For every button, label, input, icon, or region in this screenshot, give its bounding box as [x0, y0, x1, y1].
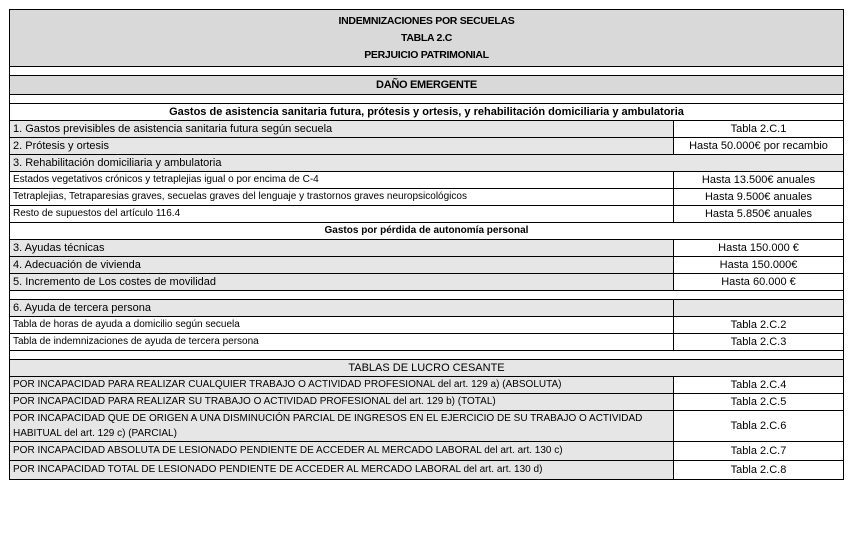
- row-label: 2. Prótesis y ortesis: [10, 138, 674, 155]
- section-sanitaria-title: Gastos de asistencia sanitaria futura, prótesis y ortesis, y rehabilitación domiciliaria y ambulatoria: [10, 104, 844, 121]
- dano-emergente-heading: DAÑO EMERGENTE: [10, 76, 844, 95]
- row-value: Hasta 9.500€ anuales: [674, 189, 844, 206]
- row-value: Hasta 150.000 €: [674, 240, 844, 257]
- row-label: 4. Adecuación de vivienda: [10, 257, 674, 274]
- row-label: 5. Incremento de Los costes de movilidad: [10, 274, 674, 291]
- row-value: Tabla 2.C.4: [674, 377, 844, 394]
- header-table-number: TABLA 2.C: [401, 31, 452, 44]
- row-label: POR INCAPACIDAD PARA REALIZAR SU TRABAJO O ACTIVIDAD PROFESIONAL del art. 129 b) (TOTAL): [10, 394, 674, 411]
- table-row: [10, 206, 844, 223]
- row-label: POR INCAPACIDAD PARA REALIZAR CUALQUIER TRABAJO O ACTIVIDAD PROFESIONAL del art. 129 a) (ABSOLUTA): [10, 377, 674, 394]
- row-label: 6. Ayuda de tercera persona: [10, 300, 674, 317]
- dano-emergente-row: [10, 76, 844, 95]
- table-row: [10, 317, 844, 334]
- row-value: Tabla 2.C.6: [674, 411, 844, 442]
- row-label: POR INCAPACIDAD TOTAL DE LESIONADO PENDIENTE DE ACCEDER AL MERCADO LABORAL del art. art. 130 d): [10, 461, 674, 480]
- row-label: 3. Ayudas técnicas: [10, 240, 674, 257]
- row-label: Tabla de indemnizaciones de ayuda de tercera persona: [10, 334, 674, 351]
- table-row: [10, 121, 844, 138]
- table-header-row: [10, 10, 844, 67]
- row-label: POR INCAPACIDAD ABSOLUTA DE LESIONADO PENDIENTE DE ACCEDER AL MERCADO LABORAL del art. art. 130 c): [10, 442, 674, 461]
- table-row: [10, 138, 844, 155]
- table-row: [10, 411, 844, 442]
- row-value: Tabla 2.C.3: [674, 334, 844, 351]
- row-value: Tabla 2.C.1: [674, 121, 844, 138]
- spacer-row: [10, 95, 844, 104]
- row-value: Tabla 2.C.5: [674, 394, 844, 411]
- row-value: [674, 300, 844, 317]
- row-value: Hasta 60.000 €: [674, 274, 844, 291]
- row-label: Tetraplejias, Tetraparesias graves, secuelas graves del lenguaje y trastornos graves neuropsicológicos: [10, 189, 674, 206]
- table-row: [10, 394, 844, 411]
- spacer-row: [10, 351, 844, 360]
- section-heading-row: [10, 223, 844, 240]
- table-row: [10, 334, 844, 351]
- row-label: 1. Gastos previsibles de asistencia sanitaria futura según secuela: [10, 121, 674, 138]
- section-autonomia-title: Gastos por pérdida de autonomía personal: [10, 223, 844, 240]
- row-label: Estados vegetativos crónicos y tetraplejias igual o por encima de C-4: [10, 172, 674, 189]
- row-value: Tabla 2.C.8: [674, 461, 844, 480]
- section-heading-row: [10, 360, 844, 377]
- header-title: INDEMNIZACIONES POR SECUELAS: [338, 14, 515, 27]
- table-row: [10, 257, 844, 274]
- row-value: Hasta 150.000€: [674, 257, 844, 274]
- lucro-cesante-title: TABLAS DE LUCRO CESANTE: [10, 360, 844, 377]
- row-label: POR INCAPACIDAD QUE DE ORIGEN A UNA DISMINUCIÓN PARCIAL DE INGRESOS EN EL EJERCICIO DE SU TRABAJO O ACTIVIDAD HABITUAL del art. 129 c) (PARCIAL): [10, 411, 674, 442]
- table-row: [10, 172, 844, 189]
- row-label: Tabla de horas de ayuda a domicilio según secuela: [10, 317, 674, 334]
- row-label: 3. Rehabilitación domiciliaria y ambulatoria: [10, 155, 844, 172]
- row-value: Tabla 2.C.7: [674, 442, 844, 461]
- table-row: [10, 377, 844, 394]
- table-row: [10, 461, 844, 480]
- table-row: [10, 240, 844, 257]
- row-label: Resto de supuestos del artículo 116.4: [10, 206, 674, 223]
- spacer-row: [10, 67, 844, 76]
- table-row: [10, 300, 844, 317]
- table-row: [10, 155, 844, 172]
- indemnizaciones-table: [9, 9, 844, 480]
- table-row: [10, 274, 844, 291]
- section-heading-row: [10, 104, 844, 121]
- table-row: [10, 189, 844, 206]
- table-header: [10, 10, 844, 67]
- row-value: Hasta 5.850€ anuales: [674, 206, 844, 223]
- row-value: Hasta 13.500€ anuales: [674, 172, 844, 189]
- row-value: Hasta 50.000€ por recambio: [674, 138, 844, 155]
- header-subtitle: PERJUICIO PATRIMONIAL: [364, 48, 489, 61]
- row-value: Tabla 2.C.2: [674, 317, 844, 334]
- table-row: [10, 442, 844, 461]
- spacer-row: [10, 291, 844, 300]
